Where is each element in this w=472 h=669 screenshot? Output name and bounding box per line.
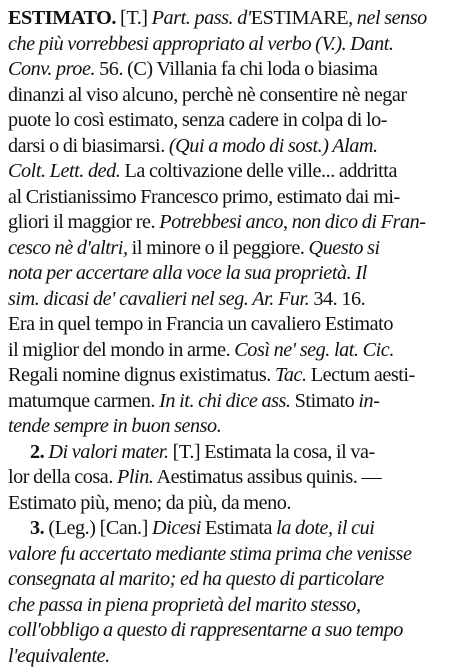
italic-text: valore fu accertato mediante stima prima che venisse	[8, 543, 411, 565]
italic-text: l'equivalente.	[8, 645, 110, 667]
italic-text: che più vorrebbesi appropriato al verbo (V.). Dant.	[8, 33, 393, 55]
text-span: il minore o il peggiore.	[128, 237, 309, 259]
text-line	[8, 593, 464, 619]
italic-text: Conv. proe.	[8, 58, 95, 80]
text-line	[8, 542, 464, 568]
text-line	[8, 363, 464, 389]
text-line	[8, 312, 464, 338]
headword-or-number: 2.	[30, 441, 48, 463]
text-span: [T.]	[116, 7, 152, 29]
italic-text: Tac.	[275, 364, 307, 386]
italic-text: che passa in piena proprietà del marito stesso,	[8, 594, 361, 616]
text-line	[8, 6, 464, 32]
text-line	[8, 185, 464, 211]
italic-text: la dote, il cui	[276, 517, 374, 539]
italic-text: consegnata al marito; ed ha questo di particolare	[8, 568, 384, 590]
text-line	[8, 491, 464, 517]
text-line	[8, 57, 464, 83]
text-line	[8, 389, 464, 415]
text-span: ESTIMARE	[251, 7, 348, 29]
text-line	[8, 236, 464, 262]
text-span: Aestimatus assibus quinis. —	[153, 466, 381, 488]
italic-text: nota per accertare alla voce la sua proprietà. Il	[8, 262, 367, 284]
text-span: Stimato	[291, 390, 359, 412]
text-line	[8, 261, 464, 287]
text-span: Estimata	[201, 517, 276, 539]
text-line	[8, 134, 464, 160]
text-span: dinanzi al viso alcuno, perchè nè consentire nè negar	[8, 84, 407, 106]
text-span: gliori il maggior re.	[8, 211, 159, 233]
italic-text: tende sempre in buon senso.	[8, 415, 221, 437]
italic-text: sim. dicasi de' cavalieri nel seg. Ar. Fur.	[8, 288, 309, 310]
text-span: al Cristianissimo Francesco primo, estimato dai mi-	[8, 186, 400, 208]
text-span: Regali nomine dignus existimatus.	[8, 364, 275, 386]
text-line	[8, 338, 464, 364]
italic-text: Plin.	[117, 466, 153, 488]
text-line	[8, 287, 464, 313]
text-line	[8, 465, 464, 491]
italic-text: Colt. Lett. ded.	[8, 160, 120, 182]
text-span: Estimato più, meno; da più, da meno.	[8, 492, 291, 514]
text-line	[8, 159, 464, 185]
text-span: 56. (C) Villania fa chi loda o biasima	[95, 58, 377, 80]
italic-text: Potrebbesi anco, non dico di Fran-	[159, 211, 425, 233]
text-line	[8, 210, 464, 236]
italic-text: cesco nè d'altri,	[8, 237, 128, 259]
text-span: Lectum aesti-	[307, 364, 415, 386]
italic-text: coll'obbligo a questo di rappresentarne a suo tempo	[8, 619, 403, 641]
text-span: il miglior del mondo in arme.	[8, 339, 234, 361]
text-span: (Leg.) [Can.]	[48, 517, 152, 539]
text-span: darsi o di biasimarsi.	[8, 135, 169, 157]
italic-text: Part. pass. d'	[152, 7, 251, 29]
italic-text: Di valori mater.	[48, 441, 168, 463]
text-line	[8, 567, 464, 593]
italic-text: In it. chi dice ass.	[159, 390, 290, 412]
text-span: puote lo così estimato, senza cadere in colpa di lo-	[8, 109, 387, 131]
text-line	[8, 32, 464, 58]
text-line	[8, 644, 464, 669]
italic-text: in-	[358, 390, 379, 412]
headword-or-number: 3.	[30, 517, 48, 539]
text-span: La coltivazione delle ville... addritta	[120, 160, 397, 182]
text-span: matumque carmen.	[8, 390, 159, 412]
text-span: 34. 16.	[309, 288, 365, 310]
italic-text: Così ne' seg. lat. Cic.	[234, 339, 394, 361]
text-span: lor della cosa.	[8, 466, 117, 488]
italic-text: Questo si	[309, 237, 380, 259]
text-line	[8, 618, 464, 644]
text-line	[8, 414, 464, 440]
text-line	[8, 440, 464, 466]
text-span: Era in quel tempo in Francia un cavaliero Estimato	[8, 313, 393, 335]
headword-or-number: ESTIMATO.	[8, 7, 116, 29]
entry-text	[8, 6, 464, 669]
italic-text: Dicesi	[152, 517, 201, 539]
italic-text: , nel senso	[348, 7, 427, 29]
text-line	[8, 516, 464, 542]
text-span: [T.] Estimata la cosa, il va-	[169, 441, 375, 463]
text-line	[8, 108, 464, 134]
italic-text: (Qui a modo di sost.) Alam.	[169, 135, 378, 157]
text-line	[8, 83, 464, 109]
